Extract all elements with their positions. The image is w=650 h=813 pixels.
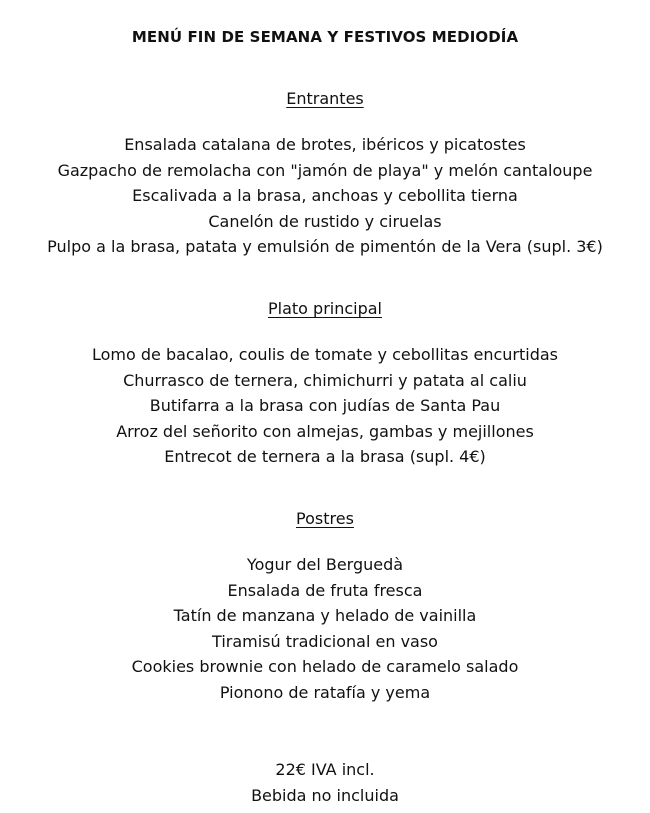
dish-item: Ensalada de fruta fresca: [227, 580, 423, 600]
section-entrantes: [0, 89, 650, 260]
section-heading-postres: Postres: [296, 509, 354, 528]
section-postres: [0, 509, 650, 705]
dish-list-postres: [0, 552, 650, 705]
drinks-note: Bebida no incluida: [251, 786, 399, 805]
dish-item: Gazpacho de remolacha con "jamón de playa" y melón cantaloupe: [57, 160, 593, 180]
dish-item: Arroz del señorito con almejas, gambas y mejillones: [116, 421, 534, 441]
dish-item: Pionono de ratafía y yema: [219, 682, 431, 702]
dish-item: Yogur del Berguedà: [246, 555, 404, 574]
dish-item: Entrecot de ternera a la brasa (supl. 4€): [164, 447, 486, 466]
dish-item: Churrasco de ternera, chimichurri y patata al caliu: [123, 370, 527, 390]
menu-footer: [0, 757, 650, 809]
dish-item: Butifarra a la brasa con judías de Santa Pau: [149, 396, 501, 415]
dish-list-plato-principal: [0, 342, 650, 470]
dish-item: Canelón de rustido y ciruelas: [208, 211, 442, 231]
dish-item: Tatín de manzana y helado de vainilla: [173, 606, 477, 625]
section-heading-plato-principal: Plato principal: [267, 299, 382, 318]
menu-title: MENÚ FIN DE SEMANA Y FESTIVOS MEDIODÍA: [131, 28, 519, 46]
dish-item: Ensalada catalana de brotes, ibéricos y picatostes: [124, 135, 526, 154]
dish-list-entrantes: [0, 132, 650, 260]
dish-item: Escalivada a la brasa, anchoas y cebollita tierna: [132, 186, 518, 205]
dish-item: Lomo de bacalao, coulis de tomate y cebollitas encurtidas: [91, 345, 558, 364]
dish-item: Cookies brownie con helado de caramelo salado: [131, 657, 519, 676]
section-heading-entrantes: Entrantes: [286, 89, 364, 108]
price-label: 22€ IVA incl.: [275, 760, 375, 779]
dish-item: Tiramisú tradicional en vaso: [212, 631, 438, 651]
section-plato-principal: [0, 299, 650, 470]
dish-item: Pulpo a la brasa, patata y emulsión de pimentón de la Vera (supl. 3€): [47, 237, 603, 256]
